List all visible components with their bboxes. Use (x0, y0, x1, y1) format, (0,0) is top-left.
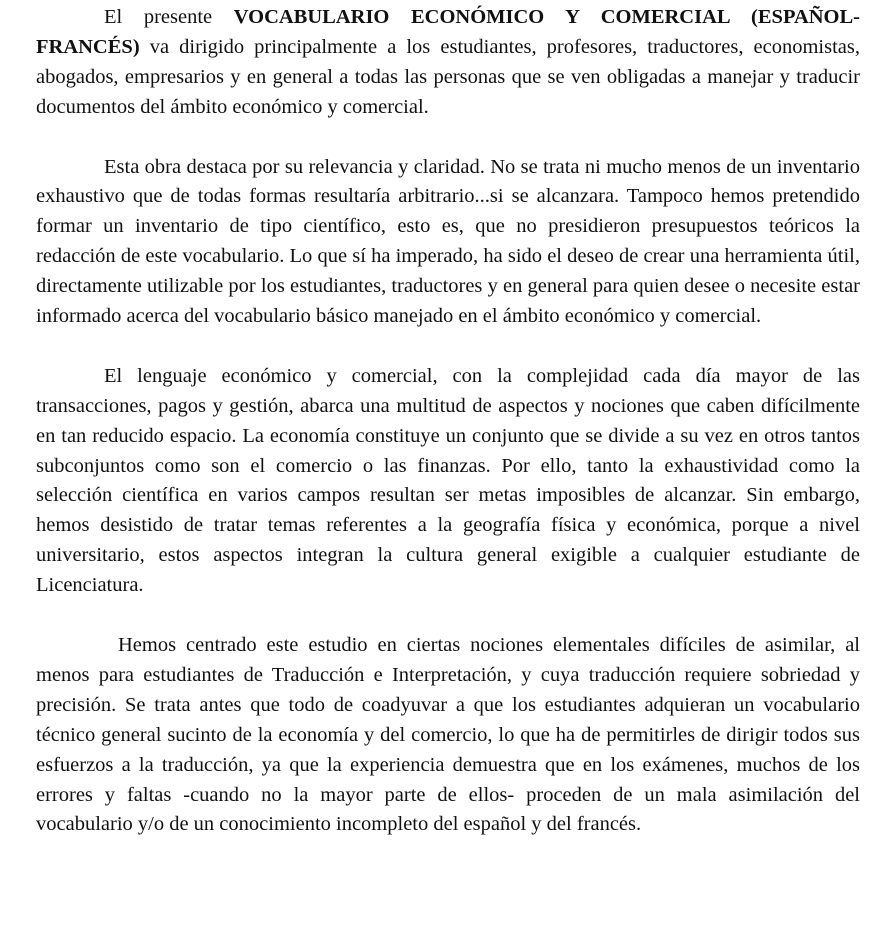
intro-paragraph (36, 3, 860, 123)
intro-lead-text: El presente (104, 6, 234, 28)
relevance-paragraph: Esta obra destaca por su relevancia y claridad. No se trata ni mucho menos de un inventario exhaustivo que de todas formas resultaría arbitrario...si se alcanzara. Tampoco hemos pretendido formar un inventario de tipo científico, esto es, que no presidieron presupuestos teóricos la redacción de este vocabulario. Lo que sí ha imperado, ha sido el deseo de crear una herramienta útil, directamente utilizable por los estudiantes, traductores y en general para quien desee o necesite estar informado acerca del vocabulario básico manejado en el ámbito económico y comercial. (36, 155, 860, 328)
book-title: VOCABULARIO ECONÓMICO Y COMERCIAL (ESPAÑOL-FRANCÉS) (36, 6, 860, 58)
study-focus-paragraph: Hemos centrado este estudio en ciertas nociones elementales difíciles de asimilar, al menos para estudiantes de Traducción e Interpretación, y cuya traducción requiere sobriedad y precisión. Se trata antes que todo de coadyuvar a que los estudiantes adquieran un vocabulario técnico general sucinto de la economía y del comercio, lo que ha de permitirles de dirigir todos sus esfuerzos a la traducción, ya que la experiencia demuestra que en los exámenes, muchos de los errores y faltas -cuando no la mayor parte de ellos- proceden de un mala asimilación del vocabulario y/o de un conocimiento incompleto del español y del francés. (36, 633, 860, 836)
intro-rest-text: va dirigido principalmente a los estudiantes, profesores, traductores, economistas, abogados, empresarios y en general a todas las personas que se ven obligadas a manejar y traducir documentos del ámbito económico y comercial. (36, 35, 860, 118)
language-scope-paragraph: El lenguaje económico y comercial, con la complejidad cada día mayor de las transacciones, pagos y gestión, abarca una multitud de aspectos y nociones que caben difícilmente en tan reducido espacio. La economía constituye un conjunto que se divide a su vez en otros tantos subconjuntos como son el comercio o las finanzas. Por ello, tanto la exhaustividad como la selección científica en varios campos resultan ser metas imposibles de alcanzar. Sin embargo, hemos desistido de tratar temas referentes a la geografía física y económica, porque a nivel universitario, estos aspectos integran la cultura general exigible a cualquier estudiante de Licenciatura. (36, 364, 860, 597)
